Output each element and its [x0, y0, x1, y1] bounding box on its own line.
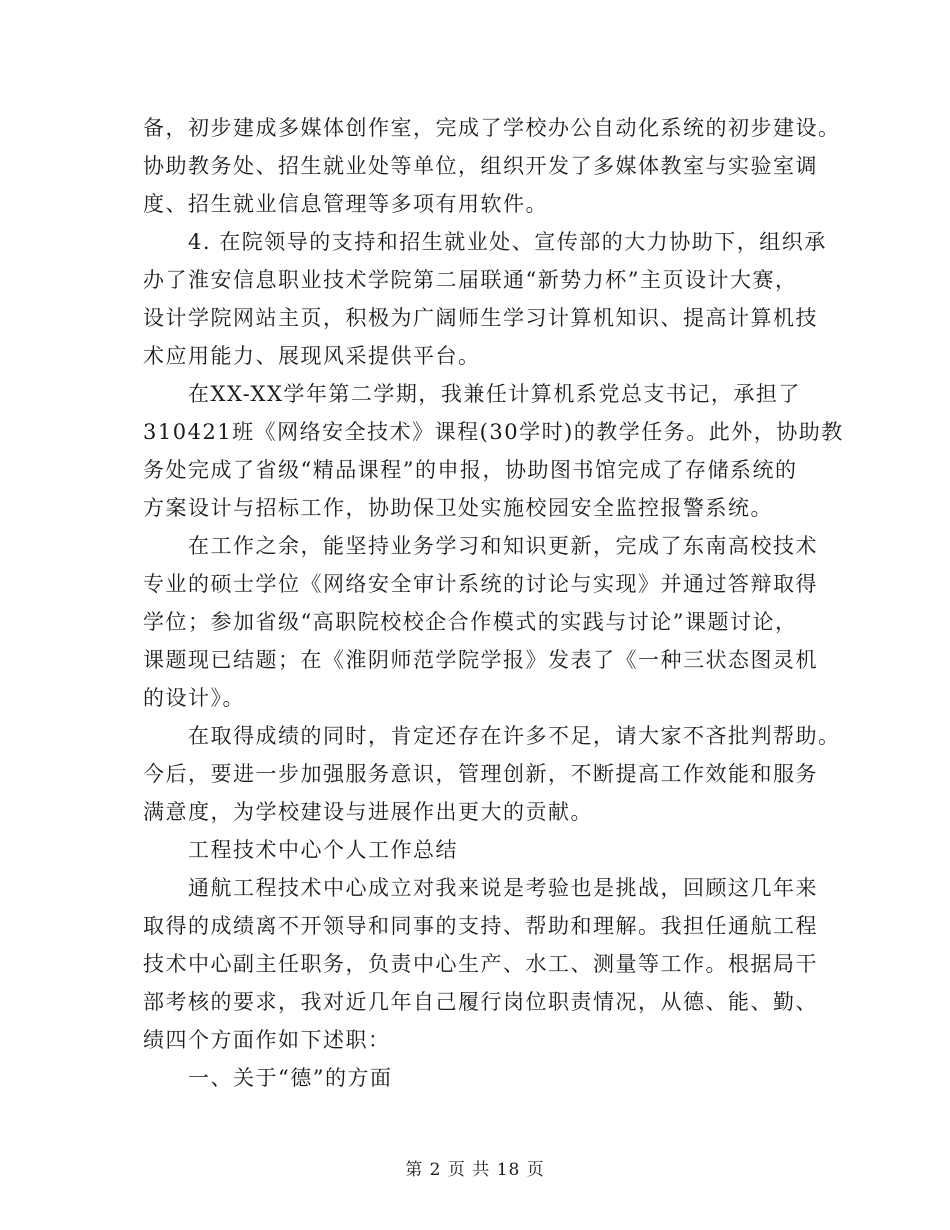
text-line: 办了淮安信息职业技术学院第二届联通“新势力杯”主页设计大赛，	[143, 268, 798, 292]
text-line: 方案设计与招标工作，协助保卫处实施校园安全监控报警系统。	[143, 496, 773, 520]
text-line: 部考核的要求，我对近几年自己履行岗位职责情况，从德、能、勤、	[143, 990, 818, 1014]
text-line: 协助教务处、招生就业处等单位，组织开发了多媒体教室与实验室调	[143, 154, 818, 178]
text-line: 务处完成了省级“精品课程”的申报，协助图书馆完成了存储系统的	[143, 458, 798, 482]
page-number-footer: 第 2 页 共 18 页	[405, 1160, 545, 1180]
text-line: 的设计》。	[143, 686, 245, 710]
text-line: 术应用能力、展现风采提供平台。	[143, 344, 481, 368]
section-heading: 工程技术中心个人工作总结	[188, 838, 458, 862]
text-line: 设计学院网站主页，积极为广阔师生学习计算机知识、提高计算机技	[143, 306, 818, 330]
text-line: 课题现已结题；在《淮阴师范学院学报》发表了《一种三状态图灵机	[143, 648, 818, 672]
text-line: 310421班《网络安全技术》课程(30学时)的教学任务。此外，协助教	[143, 420, 844, 444]
text-line: 绩四个方面作如下述职：	[143, 1028, 391, 1052]
text-line: 今后，要进一步加强服务意识，管理创新，不断提高工作效能和服务	[143, 762, 818, 786]
text-line: 在XX-XX学年第二学期，我兼任计算机系党总支书记，承担了	[188, 382, 801, 406]
text-line: 在取得成绩的同时，肯定还存在许多不足，请大家不吝批判帮助。	[188, 724, 841, 748]
text-line: 技术中心副主任职务，负责中心生产、水工、测量等工作。根据局干	[143, 952, 818, 976]
text-line: 取得的成绩离不开领导和同事的支持、帮助和理解。我担任通航工程	[143, 914, 818, 938]
text-line: 备，初步建成多媒体创作室，完成了学校办公自动化系统的初步建设。	[143, 116, 841, 140]
text-line: 度、招生就业信息管理等多项有用软件。	[143, 192, 548, 216]
text-line: 专业的硕士学位《网络安全审计系统的讨论与实现》并通过答辩取得	[143, 572, 818, 596]
section-heading: 一、关于“德”的方面	[188, 1066, 393, 1090]
text-line: 学位；参加省级“高职院校校企合作模式的实践与讨论”课题讨论，	[143, 610, 798, 634]
text-line: 在工作之余，能坚持业务学习和知识更新，完成了东南高校技术	[188, 534, 818, 558]
text-line: 通航工程技术中心成立对我来说是考验也是挑战，回顾这几年来	[188, 876, 818, 900]
text-line: 满意度，为学校建设与进展作出更大的贡献。	[143, 800, 593, 824]
text-line: 4. 在院领导的支持和招生就业处、宣传部的大力协助下，组织承	[188, 230, 827, 254]
